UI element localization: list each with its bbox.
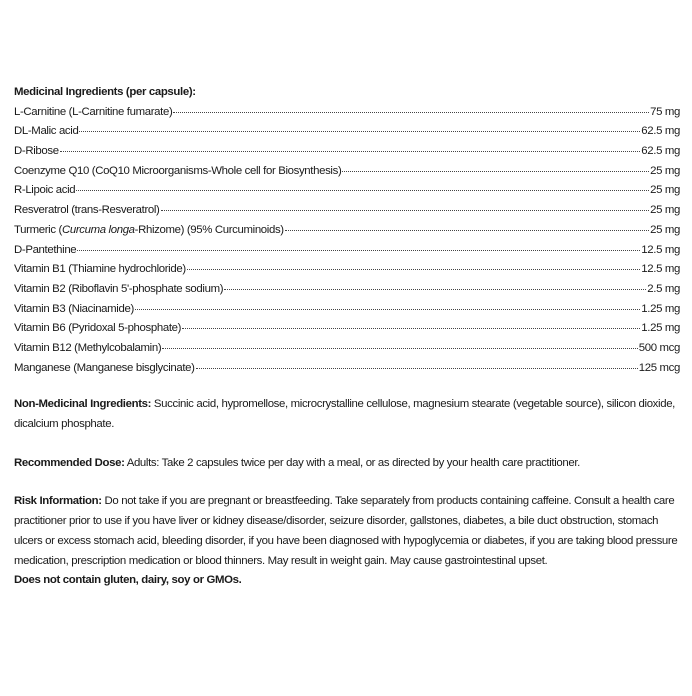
dot-leader	[60, 150, 641, 152]
dot-leader	[342, 170, 649, 172]
ingredient-row	[14, 162, 680, 182]
ingredient-name: Vitamin B12 (Methylcobalamin)	[14, 341, 162, 354]
dot-leader	[76, 189, 649, 191]
ingredient-amount: 125 mcg	[638, 361, 680, 374]
ingredient-amount: 25 mg	[650, 204, 680, 217]
ingredient-name: Manganese (Manganese bisglycinate)	[14, 361, 195, 374]
non-medicinal-ingredients	[14, 395, 680, 434]
supplement-facts-document	[14, 83, 680, 591]
medicinal-ingredients-list	[14, 103, 680, 379]
medicinal-ingredients-heading: Medicinal Ingredients (per capsule):	[14, 86, 196, 98]
ingredient-amount: 2.5 mg	[647, 282, 680, 295]
risk-information-text: Do not take if you are pregnant or breastfeeding. Take separately from products containing caffeine. Consult a health care practitioner prior to use if you have liver or kidney disease/disorder, seizure disorder, gallstones, diabetes, a bile duct obstruction, stomach ulcers or excess stomach acid, bleeding disorder, if you have been diagnosed with hypoglycemia or diabetes, if you are taking blood pressure medication, prescription medication or blood thinners. May result in weight gain. May cause gastrointestinal upset.	[14, 495, 678, 567]
dot-leader	[77, 249, 640, 251]
ingredient-name: Vitamin B6 (Pyridoxal 5-phosphate)	[14, 322, 182, 335]
ingredient-name: Coenzyme Q10 (CoQ10 Microorganisms-Whole cell for Biosynthesis)	[14, 164, 342, 177]
ingredient-name: L-Carnitine (L-Carnitine fumarate)	[14, 105, 173, 118]
dot-leader	[187, 268, 641, 270]
ingredient-amount: 500 mcg	[638, 341, 680, 354]
ingredient-row	[14, 122, 680, 142]
ingredient-amount: 1.25 mg	[641, 322, 680, 335]
ingredient-amount: 25 mg	[650, 223, 680, 236]
recommended-dose	[14, 454, 680, 474]
ingredient-name: D-Ribose	[14, 145, 59, 158]
ingredient-name	[14, 221, 284, 241]
ingredient-row	[14, 142, 680, 162]
ingredient-row	[14, 359, 680, 379]
ingredient-amount: 12.5 mg	[641, 263, 680, 276]
ingredient-row	[14, 300, 680, 320]
ingredient-amount: 1.25 mg	[641, 302, 680, 315]
ingredient-row	[14, 221, 680, 241]
ingredient-row	[14, 319, 680, 339]
ingredient-row	[14, 103, 680, 123]
ingredient-amount: 62.5 mg	[641, 145, 680, 158]
ingredient-amount: 12.5 mg	[641, 243, 680, 256]
ingredient-name: D-Pantethine	[14, 243, 77, 256]
dot-leader	[224, 288, 646, 290]
non-medicinal-text: Succinic acid, hypromellose, microcrystalline cellulose, magnesium stearate (vegetable source), silicon dioxide, dicalcium phosphate.	[14, 398, 675, 431]
ingredient-row	[14, 241, 680, 261]
dot-leader	[173, 111, 649, 113]
dot-leader	[182, 327, 640, 329]
ingredient-amount: 25 mg	[650, 184, 680, 197]
ingredient-row	[14, 201, 680, 221]
dot-leader	[162, 347, 637, 349]
ingredient-name: Vitamin B1 (Thiamine hydrochloride)	[14, 263, 186, 276]
dot-leader	[196, 367, 638, 369]
ingredient-amount: 75 mg	[650, 105, 680, 118]
allergen-statement: Does not contain gluten, dairy, soy or GMOs.	[14, 574, 242, 587]
dot-leader	[161, 209, 650, 211]
ingredient-name: R-Lipoic acid	[14, 184, 76, 197]
ingredient-name: DL-Malic acid	[14, 125, 79, 138]
recommended-dose-label: Recommended Dose:	[14, 456, 125, 469]
ingredient-name-suffix: -Rhizome) (95% Curcuminoids)	[134, 223, 284, 236]
risk-information	[14, 492, 680, 571]
ingredient-amount: 25 mg	[650, 164, 680, 177]
ingredient-name: Vitamin B2 (Riboflavin 5'-phosphate sodium)	[14, 282, 224, 295]
ingredient-name: Resveratrol (trans-Resveratrol)	[14, 204, 160, 217]
ingredient-row	[14, 181, 680, 201]
non-medicinal-label: Non-Medicinal Ingredients:	[14, 398, 152, 411]
recommended-dose-text: Adults: Take 2 capsules twice per day with a meal, or as directed by your health care practitioner.	[124, 456, 580, 469]
risk-information-label: Risk Information:	[14, 495, 102, 508]
dot-leader	[79, 130, 640, 132]
ingredient-row	[14, 260, 680, 280]
ingredient-amount: 62.5 mg	[641, 125, 680, 138]
dot-leader	[285, 229, 649, 231]
dot-leader	[135, 308, 640, 310]
ingredient-name-prefix: Turmeric (	[14, 223, 62, 236]
ingredient-row	[14, 339, 680, 359]
ingredient-row	[14, 280, 680, 300]
ingredient-name: Vitamin B3 (Niacinamide)	[14, 302, 134, 315]
ingredient-name-italic: Curcuma longa	[61, 223, 135, 236]
